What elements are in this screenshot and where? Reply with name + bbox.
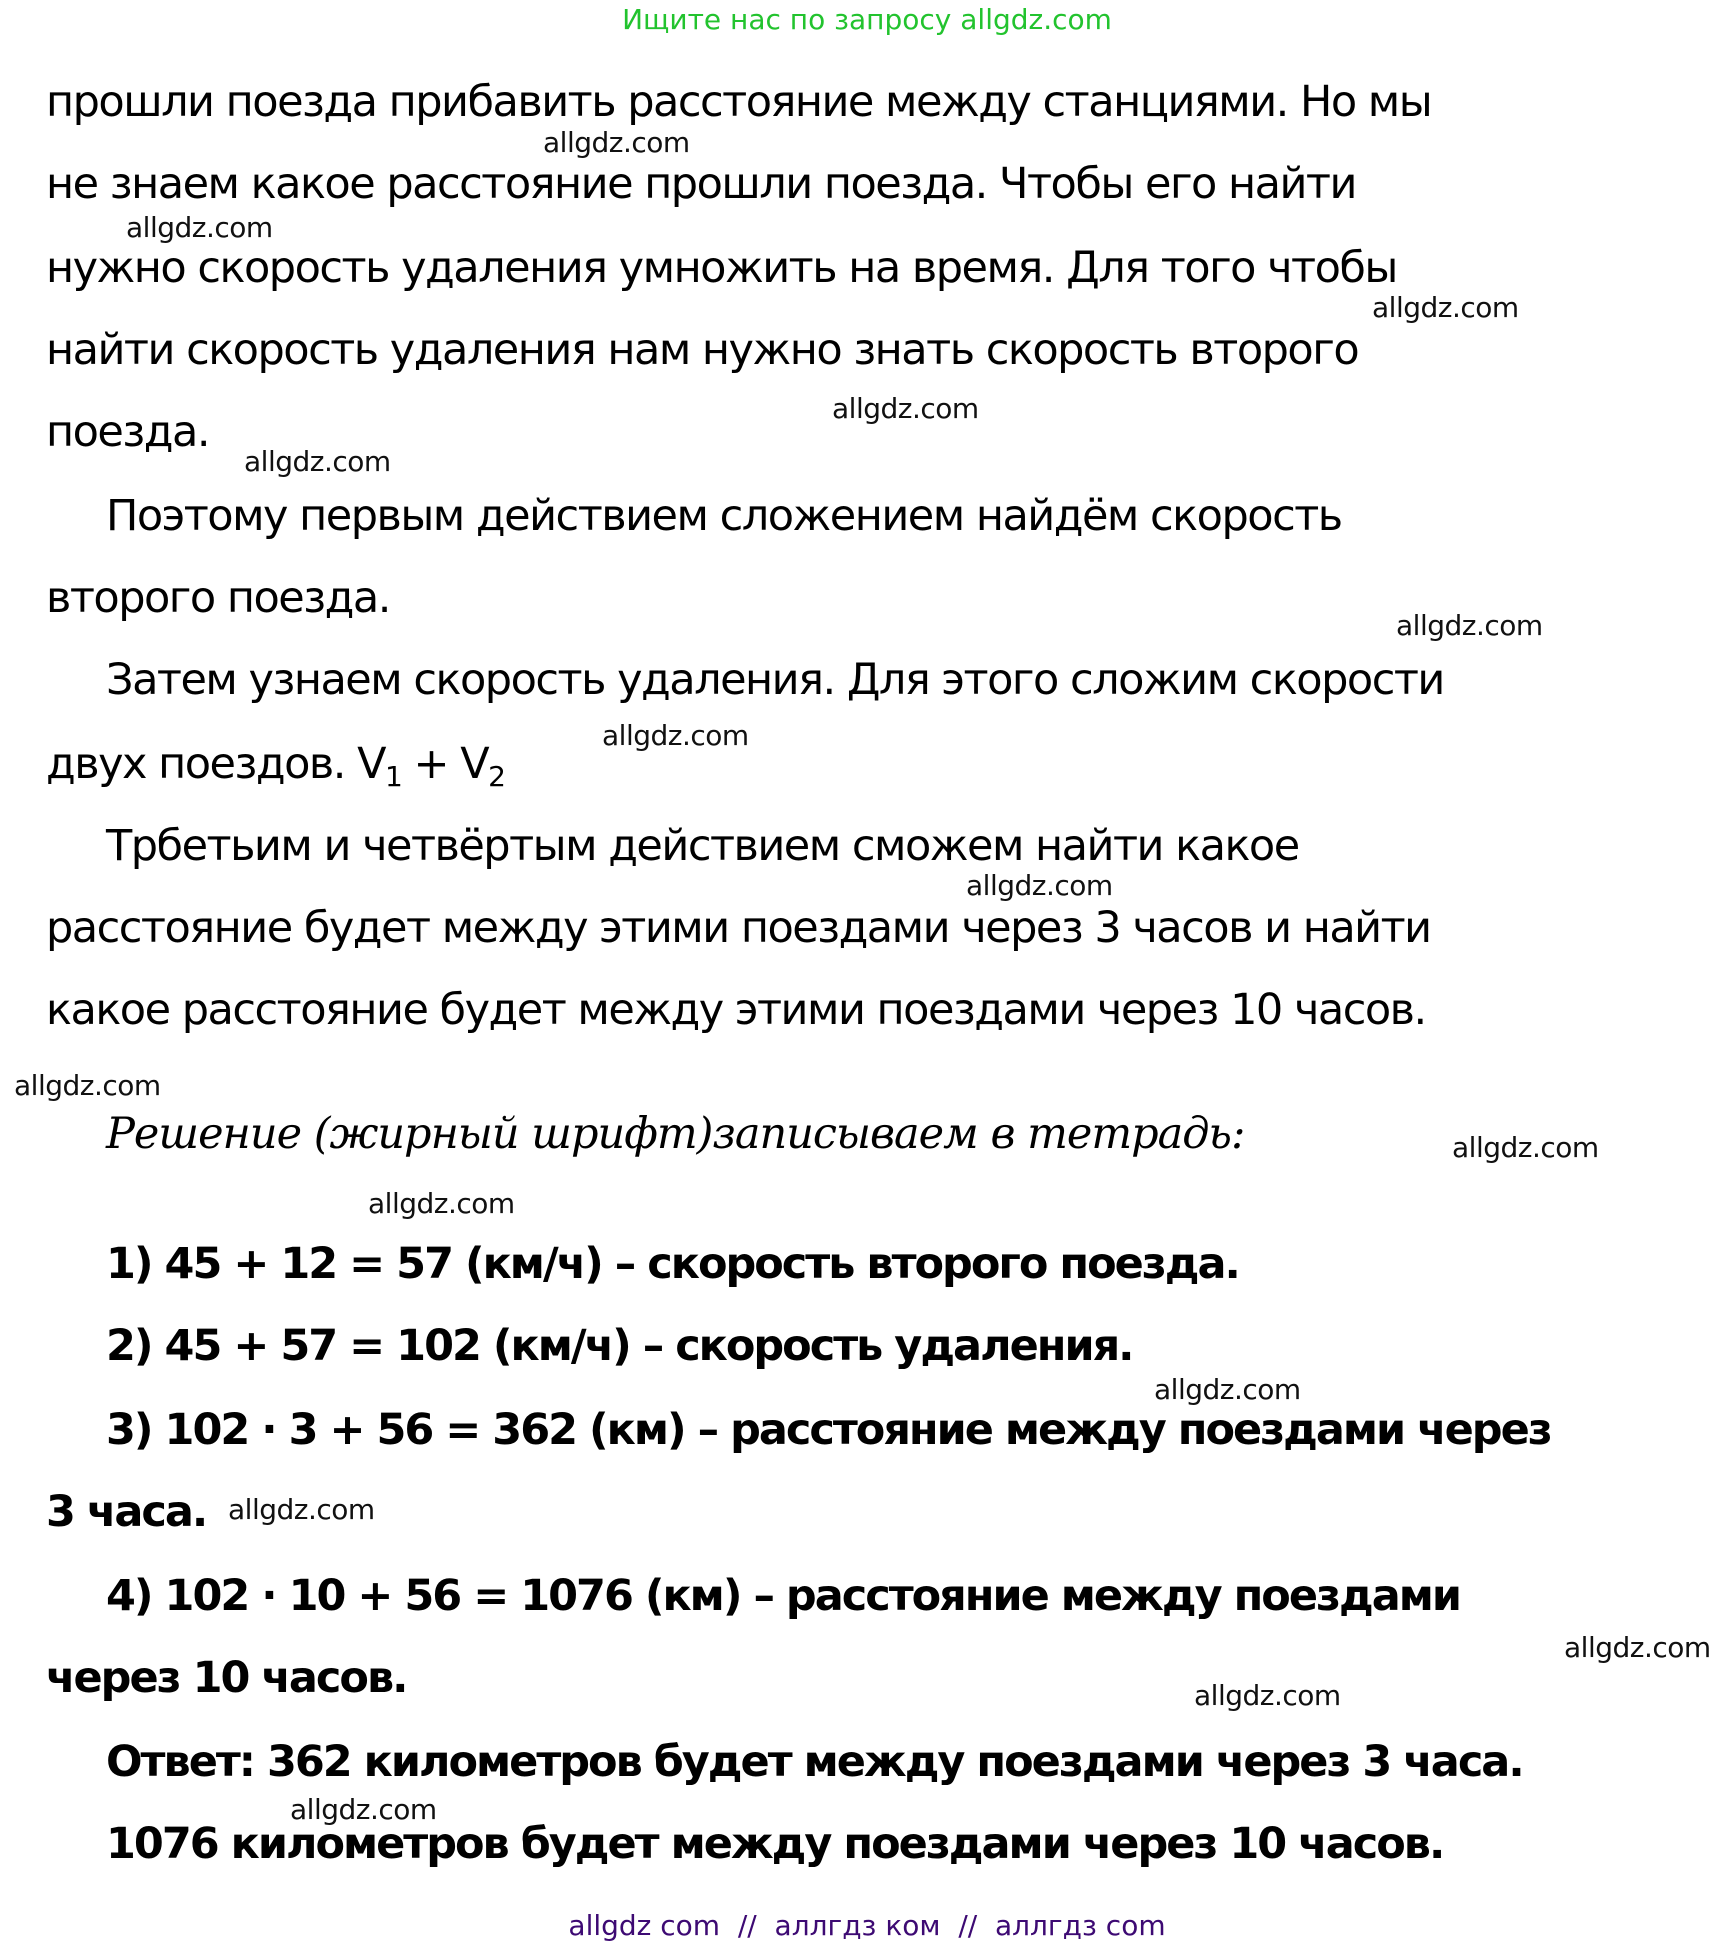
text-line-formula — [46, 738, 504, 803]
text-line: нужно скорость удаления умножить на время. Для того чтобы — [46, 243, 1397, 293]
formula-v1 — [357, 739, 402, 793]
watermark: allgdz.com — [1372, 291, 1519, 324]
solution-heading: Решение (жирный шрифт)записываем в тетрадь: — [106, 1109, 1245, 1159]
watermark: allgdz.com — [1564, 1631, 1711, 1664]
watermark: allgdz.com — [1154, 1373, 1301, 1406]
site-banner-top: Ищите нас по запросу allgdz.com — [622, 3, 1112, 36]
text-line: второго поезда. — [46, 573, 390, 623]
solution-step: 4) 102 · 10 + 56 = 1076 (км) – расстояние между поездами — [106, 1571, 1460, 1621]
formula-v2 — [460, 739, 505, 793]
watermark: allgdz.com — [1452, 1131, 1599, 1164]
text-line: Трбетьим и четвёртым действием сможем найти какое — [106, 821, 1299, 871]
watermark: allgdz.com — [126, 211, 273, 244]
watermark: allgdz.com — [1396, 609, 1543, 642]
watermark: allgdz.com — [368, 1187, 515, 1220]
watermark: allgdz.com — [14, 1069, 161, 1102]
watermark: allgdz.com — [228, 1493, 375, 1526]
text-line: найти скорость удаления нам нужно знать скорость второго — [46, 325, 1359, 375]
watermark: allgdz.com — [832, 392, 979, 425]
watermark: allgdz.com — [244, 445, 391, 478]
watermark: allgdz.com — [290, 1793, 437, 1826]
formula-plus: + — [401, 739, 461, 789]
watermark: allgdz.com — [543, 126, 690, 159]
solution-step: 1) 45 + 12 = 57 (км/ч) – скорость второго поезда. — [106, 1239, 1239, 1289]
text-fragment: двух поездов. — [46, 739, 358, 789]
text-line: поезда. — [46, 407, 209, 457]
watermark: allgdz.com — [966, 869, 1113, 902]
watermark: allgdz.com — [1194, 1679, 1341, 1712]
text-line: расстояние будет между этими поездами через 3 часов и найти — [46, 903, 1431, 953]
formula-subscript: 2 — [488, 760, 505, 793]
site-banner-bottom: allgdz com // аллгдз ком // аллгдз com — [568, 1909, 1166, 1942]
answer-line: Ответ: 362 километров будет между поездами через 3 часа. — [106, 1737, 1523, 1787]
text-line: не знаем какое расстояние прошли поезда. Чтобы его найти — [46, 159, 1356, 209]
solution-step-cont: 3 часа. — [46, 1487, 207, 1537]
text-line: прошли поезда прибавить расстояние между станциями. Но мы — [46, 77, 1432, 127]
answer-line: 1076 километров будет между поездами через 10 часов. — [106, 1819, 1444, 1869]
watermark: allgdz.com — [602, 719, 749, 752]
solution-step-cont: через 10 часов. — [46, 1653, 407, 1703]
text-line: Поэтому первым действием сложением найдём скорость — [106, 491, 1342, 541]
solution-step: 3) 102 · 3 + 56 = 362 (км) – расстояние между поездами через — [106, 1405, 1551, 1455]
text-line: какое расстояние будет между этими поездами через 10 часов. — [46, 985, 1426, 1035]
formula-symbol: V — [460, 739, 489, 789]
formula-symbol: V — [357, 739, 386, 789]
formula-subscript: 1 — [385, 760, 402, 793]
text-line: Затем узнаем скорость удаления. Для этого сложим скорости — [106, 655, 1444, 705]
solution-step: 2) 45 + 57 = 102 (км/ч) – скорость удаления. — [106, 1321, 1133, 1371]
